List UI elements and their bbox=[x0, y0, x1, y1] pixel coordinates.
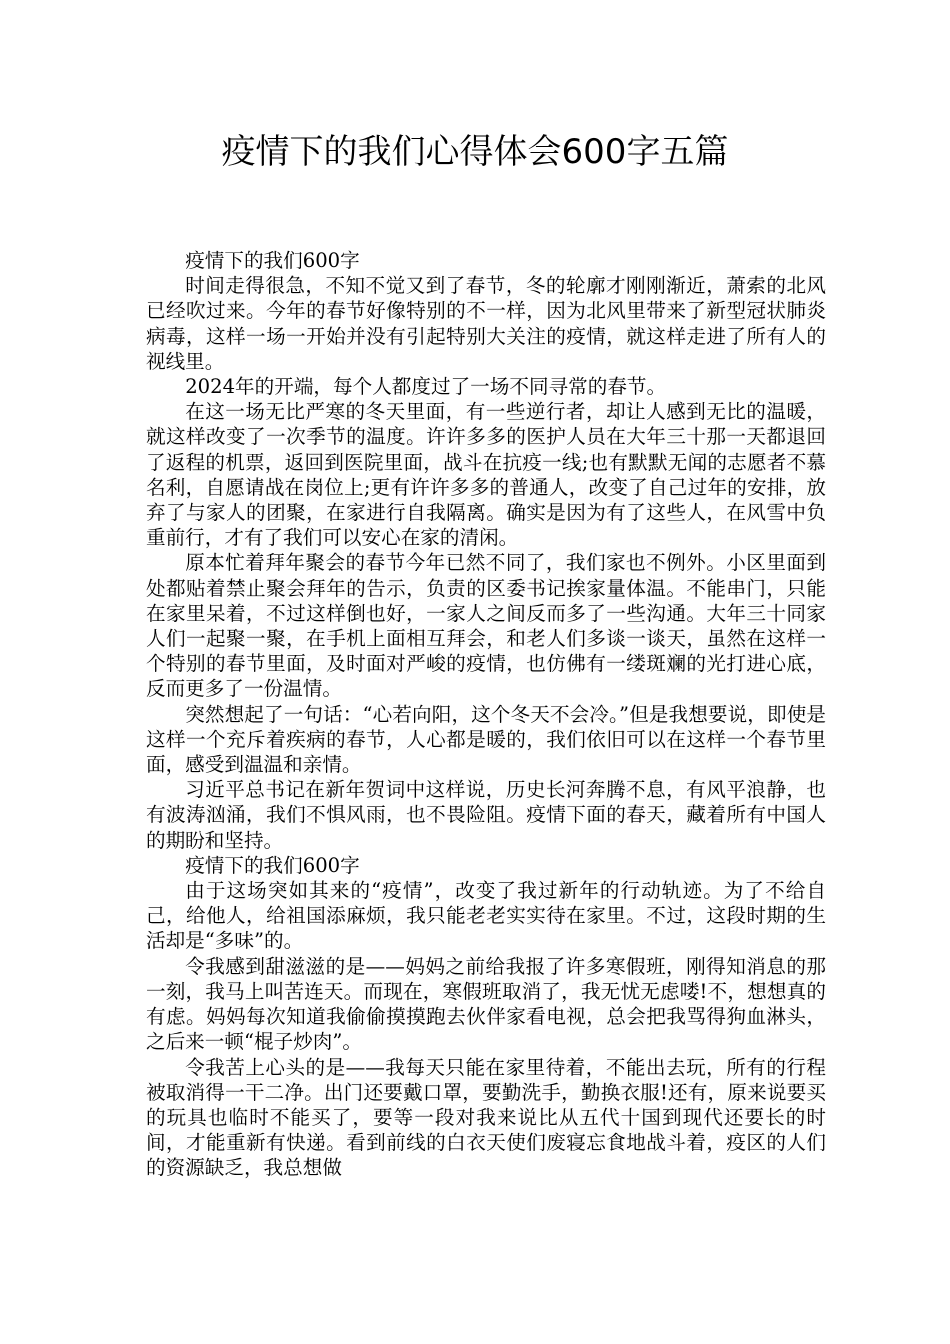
paragraph: 令我感到甜滋滋的是——妈妈之前给我报了许多寒假班，刚得知消息的那一刻，我马上叫苦连天。而现在，寒假班取消了，我无忧无虑喽!不，想想真的有虑。妈妈每次知道我偷偷摸摸跑去伙伴家看电视，总会把我骂得狗血淋头，之后来一顿“棍子炒肉”。 bbox=[146, 954, 826, 1054]
section-heading: 疫情下的我们600字 bbox=[185, 853, 360, 877]
paragraph: 原本忙着拜年聚会的春节今年已然不同了，我们家也不例外。小区里面到处都贴着禁止聚会拜年的告示，负责的区委书记挨家量体温。不能串门，只能在家里呆着，不过这样倒也好，一家人之间反而多了一些沟通。大年三十同家人们一起聚一聚，在手机上面相互拜会，和老人们多谈一谈天，虽然在这样一个特别的春节里面，及时面对严峻的疫情，也仿佛有一缕斑斓的光打进心底，反而更多了一份温情。 bbox=[146, 551, 826, 701]
document-title: 疫情下的我们心得体会600字五篇 bbox=[221, 132, 729, 172]
paragraph: 在这一场无比严寒的冬天里面，有一些逆行者，却让人感到无比的温暖，就这样改变了一次季节的温度。许许多多的医护人员在大年三十那一天都退回了返程的机票，返回到医院里面，战斗在抗疫一线;也有默默无闻的志愿者不慕名利，自愿请战在岗位上;更有许许多多的普通人，改变了自己过年的安排，放弃了与家人的团聚，在家进行自我隔离。确实是因为有了这些人，在风雪中负重前行，才有了我们可以安心在家的清闲。 bbox=[146, 400, 826, 550]
paragraph: 2024年的开端，每个人都度过了一场不同寻常的春节。 bbox=[185, 375, 667, 399]
paragraph: 时间走得很急，不知不觉又到了春节，冬的轮廓才刚刚渐近，萧索的北风已经吹过来。今年的春节好像特别的不一样，因为北风里带来了新型冠状肺炎病毒，这样一场一开始并没有引起特别大关注的疫情，就这样走进了所有人的视线里。 bbox=[146, 274, 826, 373]
paragraph: 令我苦上心头的是——我每天只能在家里待着，不能出去玩，所有的行程被取消得一干二净。出门还要戴口罩，要勤洗手，勤换衣服!还有，原来说要买的玩具也临时不能买了，要等一段对我来说比从五代十国到现代还要长的时间，才能重新有快递。看到前线的白衣天使们废寝忘食地战斗着，疫区的人们的资源缺乏，我总想做 bbox=[146, 1055, 826, 1180]
paragraph: 习近平总书记在新年贺词中这样说，历史长河奔腾不息，有风平浪静，也有波涛汹涌，我们不惧风雨，也不畏险阻。疫情下面的春天，藏着所有中国人的期盼和坚持。 bbox=[146, 778, 826, 852]
paragraph: 由于这场突如其来的“疫情”，改变了我过新年的行动轨迹。为了不给自己，给他人，给祖国添麻烦，我只能老老实实待在家里。不过，这段时期的生活却是“多味”的。 bbox=[146, 879, 826, 953]
section-heading: 疫情下的我们600字 bbox=[185, 249, 360, 272]
document-body bbox=[146, 248, 826, 1181]
paragraph: 突然想起了一句话：“心若向阳，这个冬天不会冷。”但是我想要说，即使是这样一个充斥着疾病的春节，人心都是暖的，我们依旧可以在这样一个春节里面，感受到温温和亲情。 bbox=[146, 702, 826, 777]
